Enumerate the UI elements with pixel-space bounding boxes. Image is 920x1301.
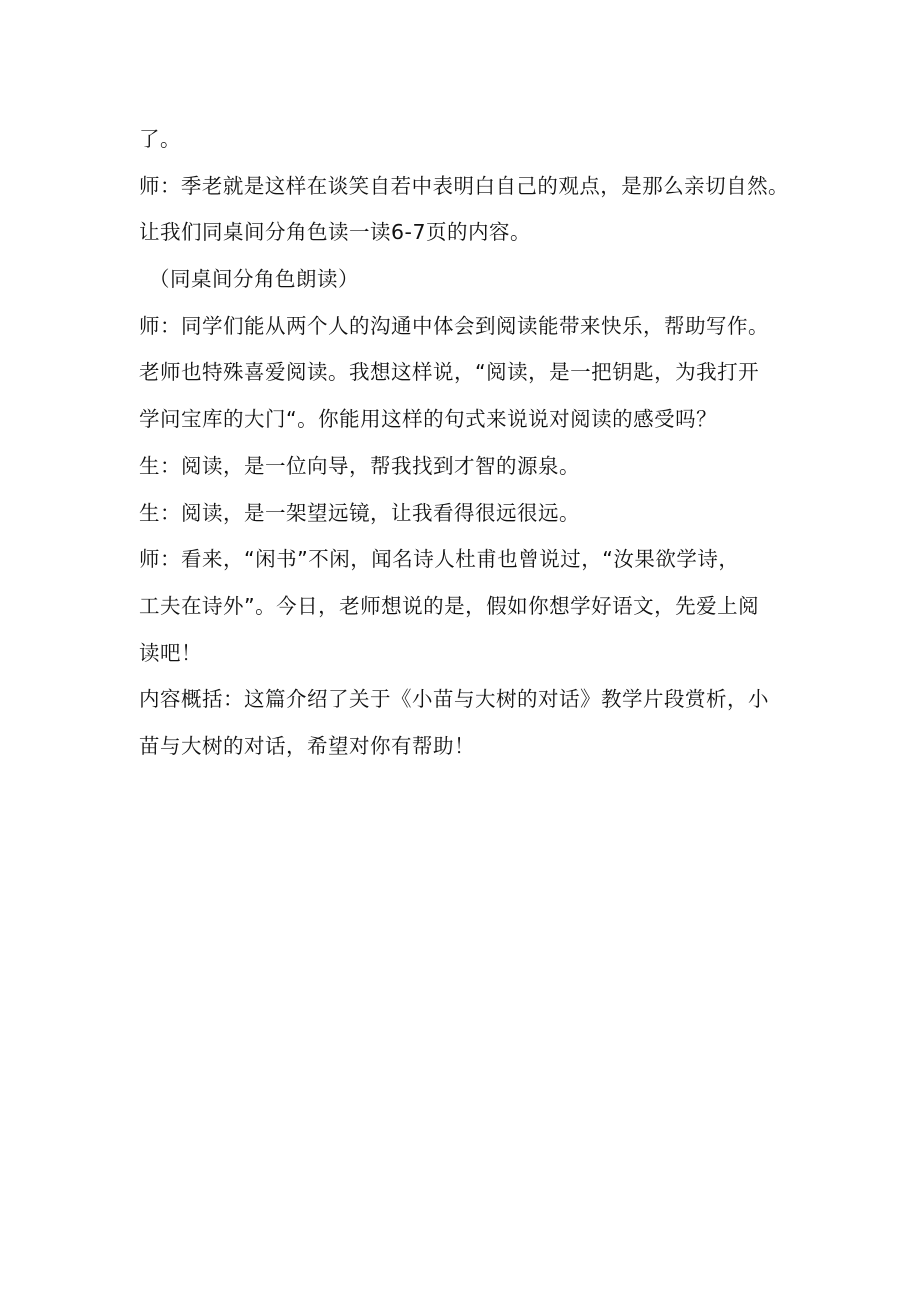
- document-body: [139, 116, 789, 770]
- paragraph-continuation: [139, 116, 789, 163]
- text-line: 工夫在诗外”。今日，老师想说的是，假如你想学好语文，先爱上阅: [139, 593, 760, 618]
- paragraph-student-answer-1: [139, 443, 789, 490]
- text-line: 师：看来，“闲书”不闲，闻名诗人杜甫也曾说过，“汝果欲学诗，: [139, 547, 740, 572]
- text-line: 生：阅读，是一架望远镜，让我看得很远很远。: [139, 500, 580, 525]
- text-line: 内容概括：这篇介绍了关于《小苗与大树的对话》教学片段赏析，小: [139, 687, 769, 712]
- paragraph-stage-direction: [139, 256, 789, 303]
- text-line: 学问宝库的大门“。你能用这样的句式来说说对阅读的感受吗？: [139, 407, 718, 432]
- paragraph-teacher-remark: [139, 163, 789, 256]
- text-line: 读吧！: [139, 640, 202, 665]
- text-line: 师：季老就是这样在谈笑自若中表明白自己的观点，是那么亲切自然。: [139, 173, 790, 198]
- text-line: 生：阅读，是一位向导，帮我找到才智的源泉。: [139, 453, 580, 478]
- text-line: 苗与大树的对话，希望对你有帮助！: [139, 733, 475, 758]
- text-line: 让我们同桌间分角色读一读6-7页的内容。: [139, 220, 531, 245]
- text-line: 了。: [139, 127, 181, 151]
- paragraph-summary: [139, 676, 789, 769]
- paragraph-teacher-conclusion: [139, 536, 789, 676]
- paragraph-teacher-prompt: [139, 303, 789, 443]
- paragraph-student-answer-2: [139, 490, 789, 537]
- text-line: 老师也特殊喜爱阅读。我想这样说，“阅读，是一把钥匙，为我打开: [139, 360, 760, 385]
- text-line: 师：同学们能从两个人的沟通中体会到阅读能带来快乐，帮助写作。: [139, 313, 769, 338]
- text-line: （同桌间分角色朗读）: [149, 267, 359, 292]
